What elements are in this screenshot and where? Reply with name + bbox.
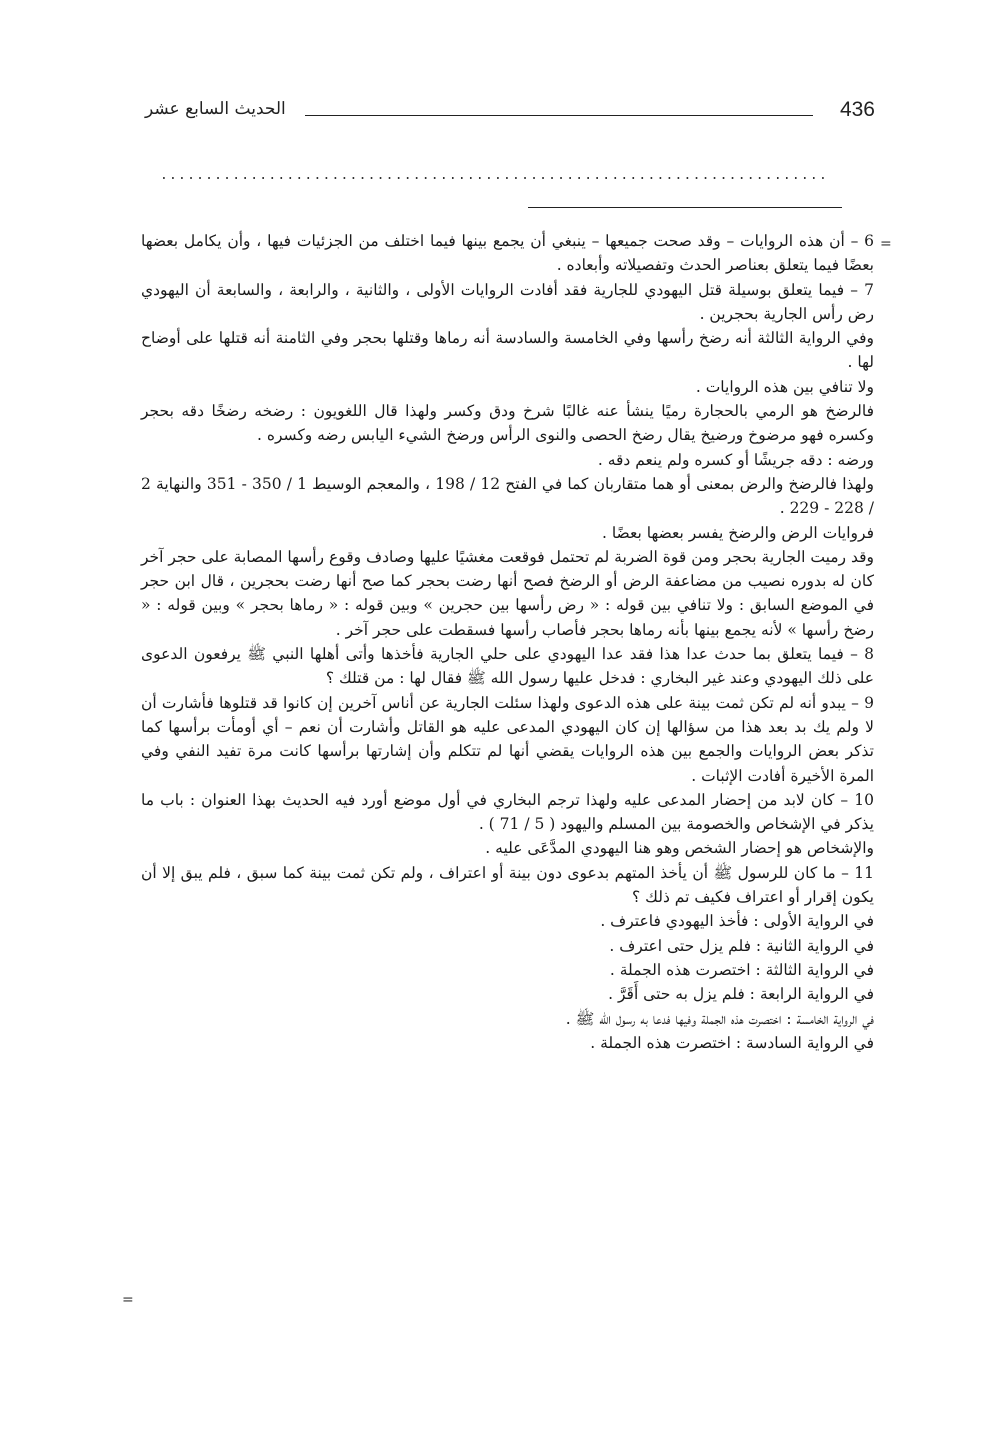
paragraph: وقد رميت الجارية بحجر ومن قوة الضربة لم تحتمل فوقعت مغشيًا عليها وصادف وقوع رأسها المصابة على حجر آخر كان له بدوره نصيب من مضاعفة الرض أو الرضخ فصح أنها رضت بحجر كما صح أنها رضت بحجرين ، قال ابن حجر في الموضع السابق : ولا تنافي بين قوله : « رض رأسها بين حجرين » وبين قوله : « رماها بحجر » وبين قوله : « رضخ رأسها » لأنه يجمع بينها بأنه رماها بحجر فأصاب رأسها فسقطت على حجر آخر . [141,547,874,639]
page-header [145,96,875,132]
paragraph: فالرضخ هو الرمي بالحجارة رميًا ينشأ عنه غالبًا شرخ ودق وكسر ولهذا قال اللغويون : رضخه رضخًا دقه بحجر وكسره فهو مرضوخ ورضيخ يقال رضخ الحصى والنوى الرأس ورضخ الشيء اليابس رضه وكسره . [141,402,874,445]
paragraph: ورضه : دقه جريشًا أو كسره ولم ينعم دقه . [597,450,874,469]
paragraph: 6 – أن هذه الروايات – وقد صحت جميعها – ينبغي أن يجمع بينها فيما اختلف من الجزئيات فيها ، وأن يكامل بعضها بعضًا فيما يتعلق بعناصر الحدث وتفصيلاته وأبعاده . [141,232,874,275]
narration-item: في الرواية الثانية : فلم يزل حتى اعترف . [609,936,874,955]
paragraph: 8 – فيما يتعلق بما حدث عدا هذا فقد عدا اليهودي على حلي الجارية فأخذها وأتى أهلها النبي ﷺ يرفعون الدعوى على ذلك اليهودي وعند غير البخاري : فدخل عليها رسول الله ﷺ فقال لها : من قتلك ؟ [141,645,874,688]
paragraph: 9 – يبدو أنه لم تكن ثمت بينة على هذه الدعوى ولهذا سئلت الجارية عن أناس آخرين إن كانوا قد قتلوها فأشارت أن لا ولم يك بد بعد هذا من سؤالها إن كان اليهودي المدعى عليه هو القاتل وأشارت أن نعم – أي أومأت برأسها كما تذكر بعض الروايات والجمع بين هذه الروايات يقضي أنها لم تتكلم وأن إشارتها برأسها كانت مرة تفيد النفي وفي المرة الأخيرة أفادت الإثبات . [141,693,874,785]
chapter-title: الحديث السابع عشر [145,99,286,119]
narration-item: في الرواية الرابعة : فلم يزل به حتى أَقَرَّ . [608,985,874,1004]
narration-item: في الرواية الخامسة : اختصرت هذه الجملة وفيها فدعا به رسول الله ﷺ . [565,1009,874,1028]
paragraph: 7 – فيما يتعلق بوسيلة قتل اليهودي للجارية فقد أفادت الروايات الأولى ، والثانية ، والرابعة ، والسابعة أن اليهودي رض رأس الجارية بحجرين . [141,280,874,323]
header-rule [305,115,813,116]
paragraph: ولهذا فالرضخ والرض بمعنى أو هما متقاربان كما في الفتح 12 / 198 ، والمعجم الوسيط 1 / 350 - 351 والنهاية 2 / 228 - 229 . [141,474,875,518]
paragraph: 10 – كان لابد من إحضار المدعى عليه ولهذا ترجم البخاري في أول موضع أورد فيه الحديث بهذا العنوان : باب ما يذكر في الإشخاص والخصومة بين المسلم واليهود ( 5 / 71 ) . [141,790,874,834]
continuation-mark-bottom: = [122,1292,134,1308]
footnote-rule [528,207,842,208]
dotted-separator: .......................................................................... [160,168,828,183]
paragraph: فروايات الرض والرضخ يفسر بعضها بعضًا . [601,523,874,542]
continuation-mark-top: = [880,236,892,252]
paragraph: وفي الرواية الثالثة أنه رضخ رأسها وفي الخامسة والسادسة أنه رماها وقتلها بحجر وفي الثامنة أنه قتلها على أوضاح لها . [141,329,874,372]
narration-item: في الرواية الثالثة : اختصرت هذه الجملة . [609,960,874,979]
page-number: 436 [839,98,875,121]
footnote-body [141,229,874,1055]
narration-item: في الرواية السادسة : اختصرت هذه الجملة . [590,1033,874,1052]
narration-item: في الرواية الأولى : فأخذ اليهودي فاعترف . [600,912,874,931]
paragraph: 11 – ما كان للرسول ﷺ أن يأخذ المتهم بدعوى دون بينة أو اعتراف ، ولم تكن ثمت بينة كما سبق ، فلم يبق إلا أن يكون إقرار أو اعتراف فكيف تم ذلك ؟ [141,863,874,907]
paragraph: ولا تنافي بين هذه الروايات . [695,377,874,396]
paragraph: والإشخاص هو إحضار الشخص وهو هنا اليهودي المدَّعَى عليه . [485,839,874,858]
